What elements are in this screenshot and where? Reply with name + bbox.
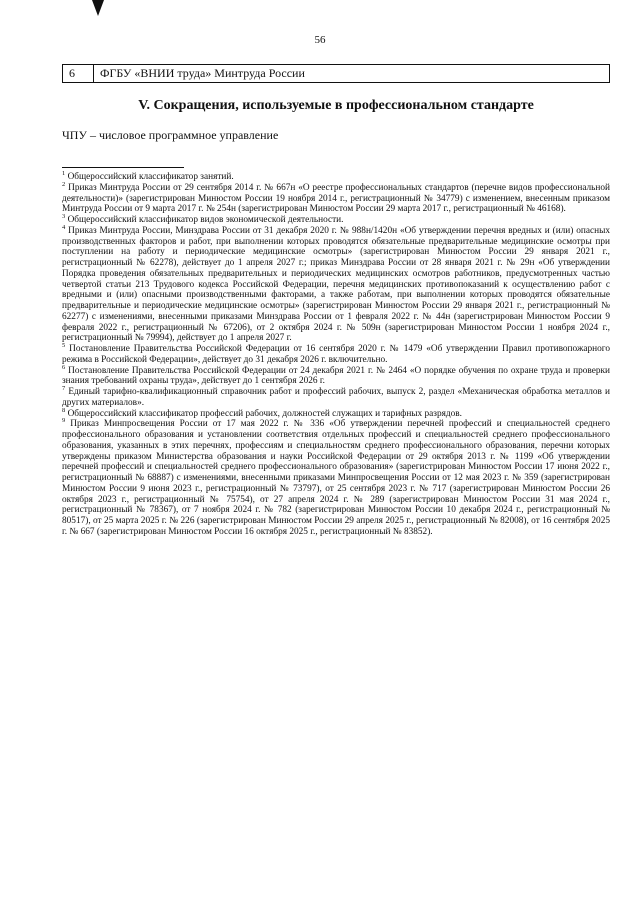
table-row [63, 65, 610, 83]
organization-name: ФГБУ «ВНИИ труда» Минтруда России [94, 65, 610, 83]
abbreviation-entry: ЧПУ – числовое программное управление [62, 128, 279, 142]
organization-table [62, 64, 610, 83]
footnote-text: Общероссийский классификатор профессий рабочих, должностей служащих и тарифных разрядов. [67, 408, 462, 419]
footnotes [62, 169, 611, 538]
footnote [62, 384, 610, 409]
footnote [62, 169, 610, 183]
arrow-down-icon [92, 0, 104, 16]
footnote-text: Общероссийский классификатор занятий. [67, 172, 234, 182]
footnote-number: 3 [62, 212, 66, 220]
footnote-number: 9 [62, 417, 66, 425]
footnote [62, 212, 610, 226]
footnote-number: 6 [62, 363, 66, 371]
footnote [62, 180, 611, 215]
footnote-text: Приказ Минтруда России от 29 сентября 2014 г. № 667н «О реестре профессиональных стандартов (перечне видов профессиональной деятельности)» (зарегистрирован Минюстом России 19 ноября 2014 г., регистрационный № 34779) с изменением, внесенным приказом Минтруда России от 9 марта 2017 г. № 254н (зарегистрирован Минюстом России 29 марта 2017 г., регистрационный № 46168). [62, 182, 611, 215]
footnote-number: 1 [62, 169, 66, 177]
footnote-number: 2 [62, 180, 66, 188]
section-title: V. Сокращения, используемые в профессиональном стандарте [138, 98, 534, 113]
footnote [62, 406, 610, 420]
organization-number: 6 [63, 65, 94, 83]
footnote-text: Постановление Правительства Российской Федерации от 16 сентября 2020 г. № 1479 «Об утверждении Правил противопожарного режима в Российской Федерации», действует до 31 декабря 2026 г. включительно. [62, 344, 610, 365]
footnote-text: Единый тарифно-квалификационный справочник работ и профессий рабочих, выпуск 2, раздел «Механическая обработка металлов и других материалов». [62, 387, 610, 408]
footnote [62, 341, 610, 366]
footnote-text: Приказ Минпросвещения России от 17 мая 2022 г. № 336 «Об утверждении перечней профессий и специальностей среднего профессионального образования и установлении соответствия отдельных профессий и специальностей среднего профессионального образования, указанных в этих перечнях, профессиям и специальностям среднего профессионального образования, перечни которых утверждены приказом Министерства образования и науки Российской Федерации от 29 октября 2013 г. № 1199 «Об утверждении перечней профессий и специальностей среднего профессионального образования» (зарегистрирован Минюстом России 17 июня 2022 г., регистрационный № 68887) с изменениями, внесенными приказами Минпросвещения России от 12 мая 2023 г. № 359 (зарегистрирован Минюстом России 9 июня 2023 г., регистрационный № 73797), от 25 сентября 2023 г. № 717 (зарегистрирован Минюстом России 26 октября 2023 г., регистрационный № 75754), от 27 апреля 2024 г. № 289 (зарегистрирован Минюстом России 31 мая 2024 г., регистрационный № 78367), от 7 ноября 2024 г. № 782 (зарегистрирован Минюстом России 10 декабря 2024 г., регистрационный № 80517), от 25 марта 2025 г. № 226 (зарегистрирован Минюстом России 29 апреля 2025 г., регистрационный № 82008), от 16 сентября 2025 г. № 667 (зарегистрирован Минюстом России 16 октября 2025 г., регистрационный № 83852). [62, 419, 610, 537]
footnote-divider [62, 167, 184, 168]
footnote-text: Приказ Минтруда России, Минздрава России от 31 декабря 2020 г. № 988н/1420н «Об утверждении перечня вредных и (или) опасных производственных факторов и работ, при выполнении которых проводятся обязательные предварительные медицинские осмотры при поступлении на работу и периодические медицинские осмотры» (зарегистрирован Минюстом России 29 января 2021 г., регистрационный № 62278), действует до 1 апреля 2027 г.; приказ Минздрава России от 28 января 2021 г. № 29н «Об утверждении Порядка проведения обязательных предварительных и периодических медицинских осмотров работников, предусмотренных частью четвертой статьи 213 Трудового кодекса Российской Федерации, перечня медицинских противопоказаний к осуществлению работ с вредными и (или) опасными производственными факторами, а также работам, при выполнении которых проводятся обязательные предварительные и периодические медицинские осмотры» (зарегистрирован Минюстом России 29 января 2021 г., регистрационный № 62277) с изменениями, внесенными приказами Минздрава России от 1 февраля 2022 г. № 44н (зарегистрирован Минюстом России 9 февраля 2022 г., регистрационный № 67206), от 2 октября 2024 г. № 509н (зарегистрирован Минюстом России 1 ноября 2024 г., регистрационный № 79994), действует до 1 апреля 2027 г. [62, 225, 610, 344]
footnote [62, 363, 610, 388]
footnote [62, 223, 610, 344]
page-number: 56 [314, 34, 326, 46]
footnote-number: 5 [62, 341, 66, 349]
footnote [62, 419, 610, 537]
footnote-text: Общероссийский классификатор видов экономической деятельности. [67, 215, 344, 225]
footnote-text: Постановление Правительства Российской Федерации от 24 декабря 2021 г. № 2464 «О порядке обучения по охране труда и проверки знания требований охраны труда», действует до 1 сентября 2026 г. [62, 365, 610, 387]
footnote-number: 7 [62, 384, 66, 392]
footnote-number: 4 [62, 223, 66, 231]
footnote-number: 8 [62, 406, 66, 414]
